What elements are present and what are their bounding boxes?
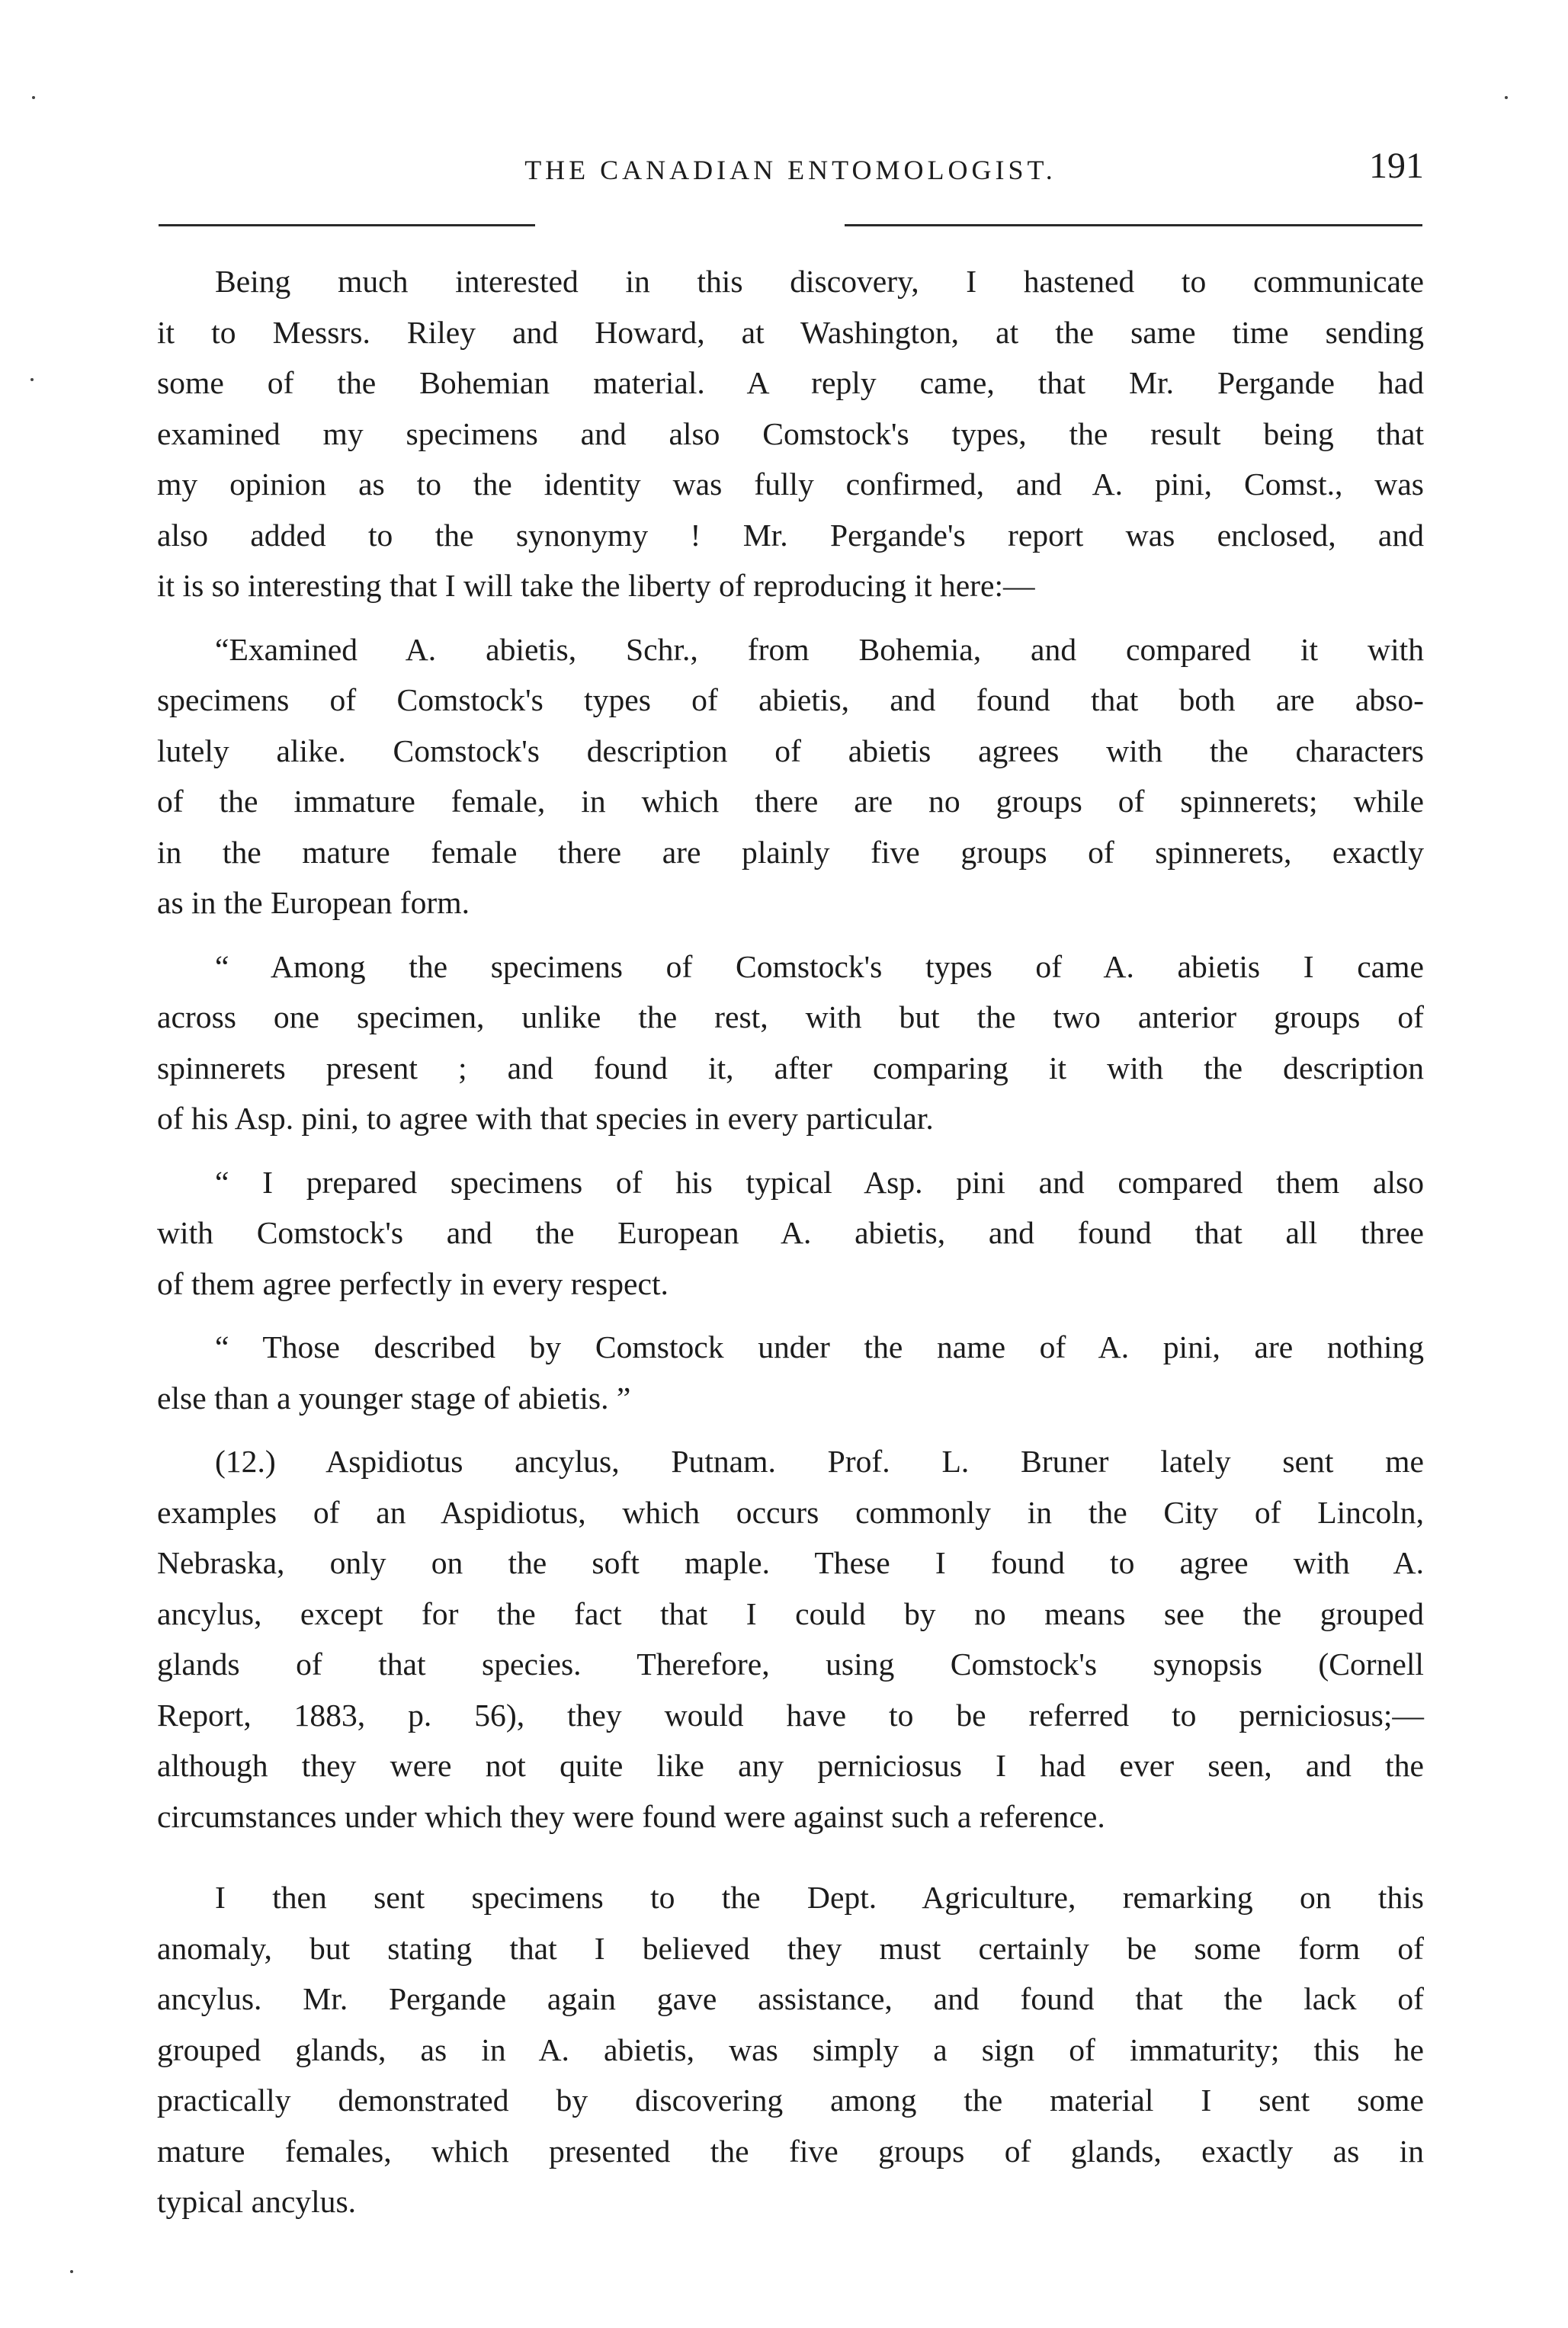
text-line: across one specimen, unlike the rest, with but the two anterior groups of: [157, 999, 1424, 1034]
paragraph-dept-agriculture: [157, 1872, 1424, 2227]
scan-speck: [32, 96, 35, 99]
text-line: Report, 1883, p. 56), they would have to be referred to perniciosus;—: [157, 1697, 1424, 1733]
text-line: lutely alike. Comstock's description of abietis agrees with the characters: [157, 733, 1424, 768]
text-line: examined my specimens and also Comstock's types, the result being that: [157, 415, 1424, 451]
header-rule-left: [159, 224, 535, 226]
text-line: mature females, which presented the five groups of glands, exactly as in: [157, 2133, 1424, 2169]
text-line: examples of an Aspidiotus, which occurs commonly in the City of Lincoln,: [157, 1494, 1424, 1530]
text-line: of them agree perfectly in every respect.: [157, 1265, 669, 1301]
text-line: typical ancylus.: [157, 2184, 357, 2219]
paragraph-among-specimens: [157, 941, 1424, 1144]
scan-speck: [1505, 96, 1508, 99]
text-line: practically demonstrated by discovering among the material I sent some: [157, 2083, 1424, 2118]
text-line: of the immature female, in which there are no groups of spinnerets; while: [157, 784, 1424, 819]
paragraph-aspidiotus-ancylus: [157, 1436, 1424, 1842]
text-line: my opinion as to the identity was fully confirmed, and A. pini, Comst., was: [157, 467, 1424, 502]
text-line: glands of that species. Therefore, using Comstock's synopsis (Cornell: [157, 1647, 1424, 1682]
text-line: with Comstock's and the European A. abietis, and found that all three: [157, 1215, 1424, 1250]
text-line: it to Messrs. Riley and Howard, at Washington, at the same time sending: [157, 314, 1424, 350]
text-line: Nebraska, only on the soft maple. These I found to agree with A.: [157, 1545, 1424, 1580]
text-line: in the mature female there are plainly five groups of spinnerets, exactly: [157, 834, 1424, 870]
text-line: anomaly, but stating that I believed they must certainly be some form of: [157, 1930, 1424, 1966]
text-line: spinnerets present ; and found it, after comparing it with the description: [157, 1050, 1424, 1085]
page-header: [157, 145, 1424, 206]
text-line: Being much interested in this discovery, I hastened to communicate: [215, 264, 1424, 299]
text-line: grouped glands, as in A. abietis, was simply a sign of immaturity; this he: [157, 2031, 1424, 2067]
paragraph-those-described: [157, 1322, 1424, 1423]
text-line: “ Among the specimens of Comstock's types of A. abietis I came: [215, 948, 1424, 984]
text-line: I then sent specimens to the Dept. Agriculture, remarking on this: [215, 1880, 1424, 1915]
text-line: as in the European form.: [157, 885, 470, 920]
text-line: “ Those described by Comstock under the name of A. pini, are nothing: [215, 1329, 1424, 1364]
scan-speck: [70, 2270, 73, 2273]
text-line: although they were not quite like any perniciosus I had ever seen, and the: [157, 1748, 1424, 1783]
text-line: ancylus, except for the fact that I could by no means see the grouped: [157, 1595, 1424, 1631]
paragraph-prepared-specimens: [157, 1157, 1424, 1310]
paragraph-examined-abietis: [157, 624, 1424, 928]
paragraph-discovery: [157, 256, 1424, 611]
text-line: also added to the synonymy ! Mr. Pergande's report was enclosed, and: [157, 517, 1424, 553]
text-line: “Examined A. abietis, Schr., from Bohemia, and compared it with: [215, 631, 1424, 667]
scan-speck: [30, 378, 34, 381]
text-line: of his Asp. pini, to agree with that species in every particular.: [157, 1101, 934, 1136]
running-title: THE CANADIAN ENTOMOLOGIST.: [524, 155, 1057, 185]
text-line: else than a younger stage of abietis. ”: [157, 1380, 631, 1416]
text-line: some of the Bohemian material. A reply came, that Mr. Pergande had: [157, 365, 1424, 400]
text-line: ancylus. Mr. Pergande again gave assistance, and found that the lack of: [157, 1981, 1424, 2016]
text-line: circumstances under which they were found were against such a reference.: [157, 1798, 1105, 1834]
text-line: “ I prepared specimens of his typical Asp. pini and compared them also: [215, 1164, 1424, 1200]
header-rule-right: [845, 224, 1422, 226]
body-text: [157, 256, 1424, 2227]
page-number: 191: [1369, 146, 1424, 186]
text-line: specimens of Comstock's types of abietis, and found that both are abso-: [157, 682, 1424, 717]
text-line: (12.) Aspidiotus ancylus, Putnam. Prof. L. Bruner lately sent me: [215, 1444, 1424, 1479]
text-line: it is so interesting that I will take the liberty of reproducing it here:—: [157, 568, 1035, 603]
